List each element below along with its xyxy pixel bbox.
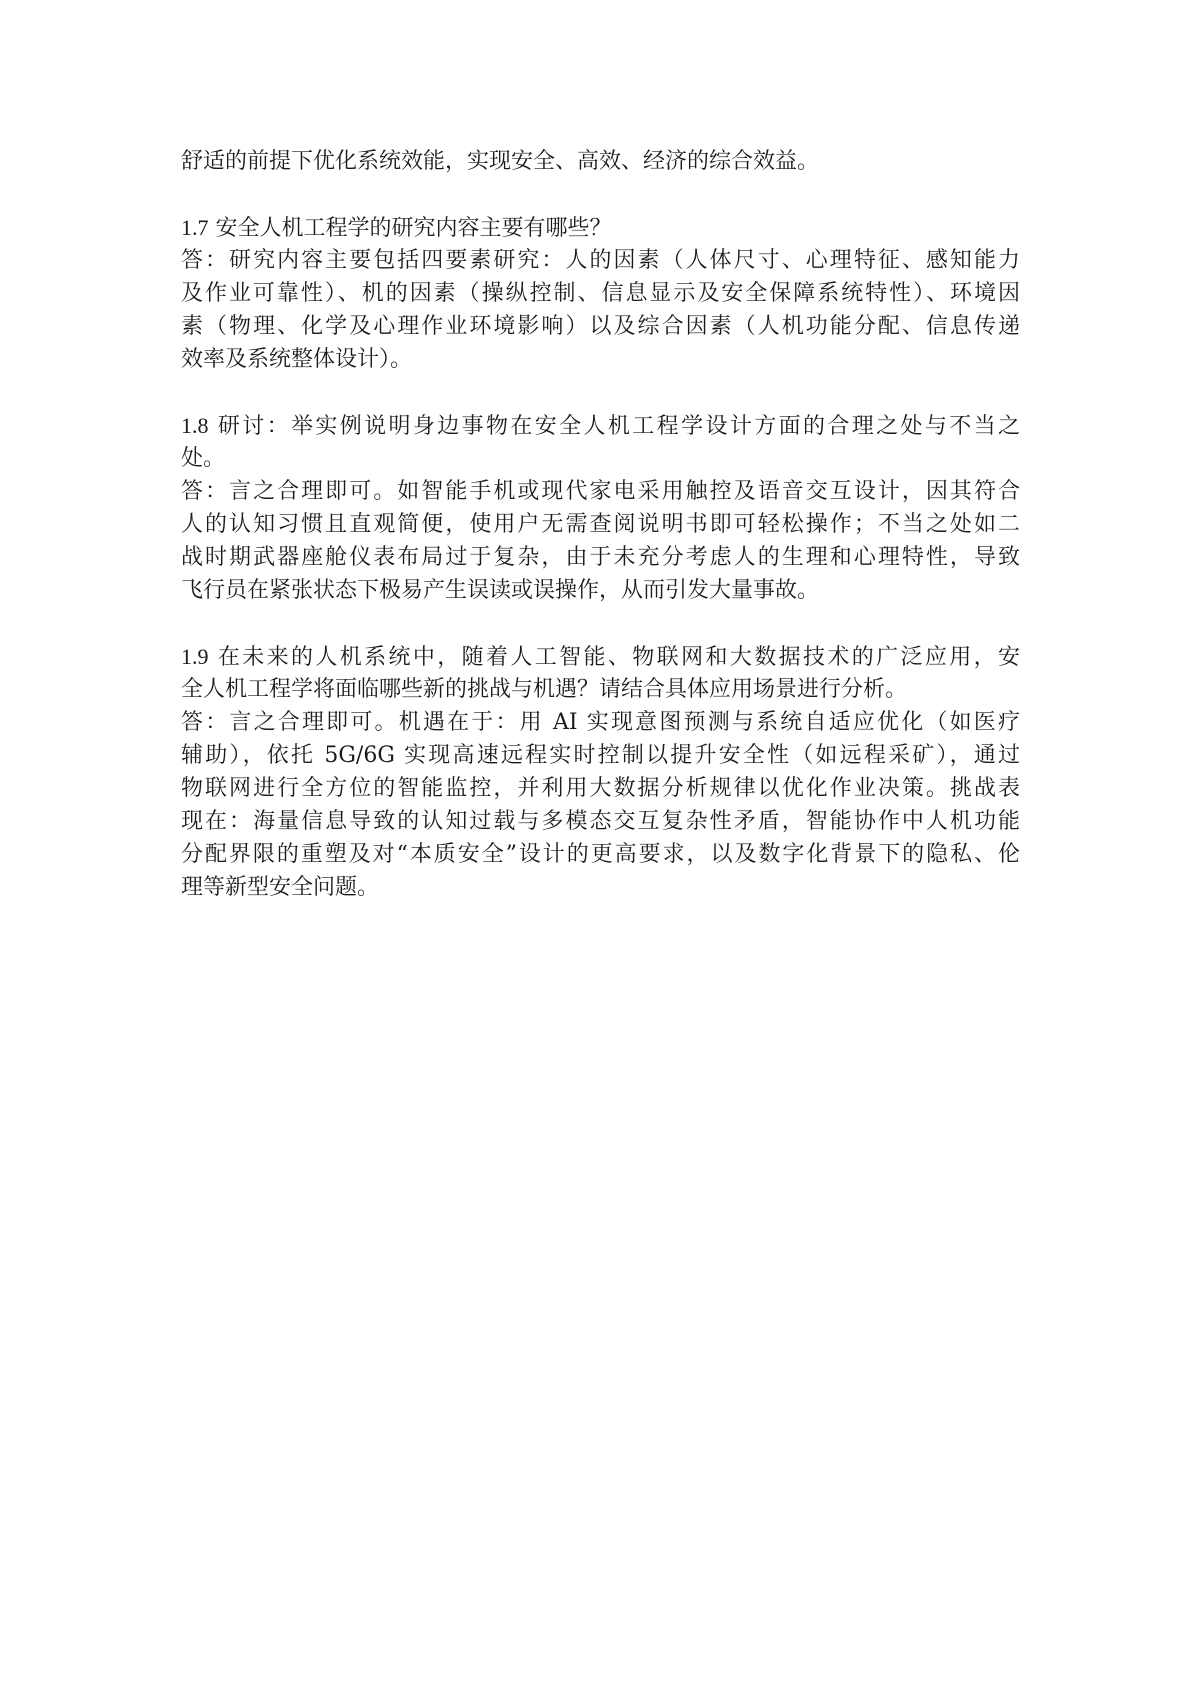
- question-number: 1.9: [181, 644, 209, 669]
- answer-line: 分配界限的重塑及对“本质安全”设计的更高要求，以及数字化背景下的隐私、伦: [181, 842, 1020, 867]
- answer-line: 答：言之合理即可。如智能手机或现代家电采用触控及语音交互设计，因其符合: [181, 479, 1020, 504]
- paragraph-gap: [181, 607, 1020, 640]
- answer-line: 答：言之合理即可。机遇在于：用 AI 实现意图预测与系统自适应优化（如医疗: [181, 710, 1020, 735]
- answer-line: 人的认知习惯且直观简便，使用户无需查阅说明书即可轻松操作；不当之处如二: [181, 512, 1020, 537]
- answer-line: 答：研究内容主要包括四要素研究：人的因素（人体尺寸、心理特征、感知能力: [181, 248, 1020, 273]
- question-text: 研讨：举实例说明身边事物在安全人机工程学设计方面的合理之处与不当之: [217, 414, 1020, 439]
- question-1-9: [181, 640, 1020, 673]
- paragraph-gap: [181, 178, 1020, 211]
- answer-line: 战时期武器座舱仪表布局过于复杂，由于未充分考虑人的生理和心理特性，导致: [181, 545, 1020, 570]
- answer-line: 飞行员在紧张状态下极易产生误读或误操作，从而引发大量事故。: [181, 578, 820, 603]
- question-number: 1.8: [181, 413, 209, 438]
- answer-line: 素（物理、化学及心理作业环境影响）以及综合因素（人机功能分配、信息传递: [181, 314, 1020, 339]
- question-1-8: [181, 409, 1020, 442]
- question-text-continued: 处。: [181, 446, 226, 471]
- answer-line: 理等新型安全问题。: [181, 875, 380, 900]
- answer-line: 及作业可靠性）、机的因素（操纵控制、信息显示及安全保障系统特性）、环境因: [181, 281, 1020, 306]
- answer-line: 辅助），依托 5G/6G 实现高速远程实时控制以提升安全性（如远程采矿），通过: [181, 743, 1020, 768]
- intro-line: 舒适的前提下优化系统效能，实现安全、高效、经济的综合效益。: [181, 149, 820, 174]
- answer-line: 效率及系统整体设计）。: [181, 347, 413, 372]
- answer-line: 现在：海量信息导致的认知过载与多模态交互复杂性矛盾，智能协作中人机功能: [181, 809, 1020, 834]
- question-text: 在未来的人机系统中，随着人工智能、物联网和大数据技术的广泛应用，安: [217, 645, 1020, 670]
- question-text: 安全人机工程学的研究内容主要有哪些？: [215, 216, 612, 241]
- answer-line: 物联网进行全方位的智能监控，并利用大数据分析规律以优化作业决策。挑战表: [181, 776, 1020, 801]
- document-page: [181, 145, 1020, 904]
- question-text-continued: 全人机工程学将面临哪些新的挑战与机遇？请结合具体应用场景进行分析。: [181, 677, 908, 702]
- paragraph-gap: [181, 376, 1020, 409]
- question-1-7: [181, 211, 1020, 244]
- question-number: 1.7: [181, 215, 209, 240]
